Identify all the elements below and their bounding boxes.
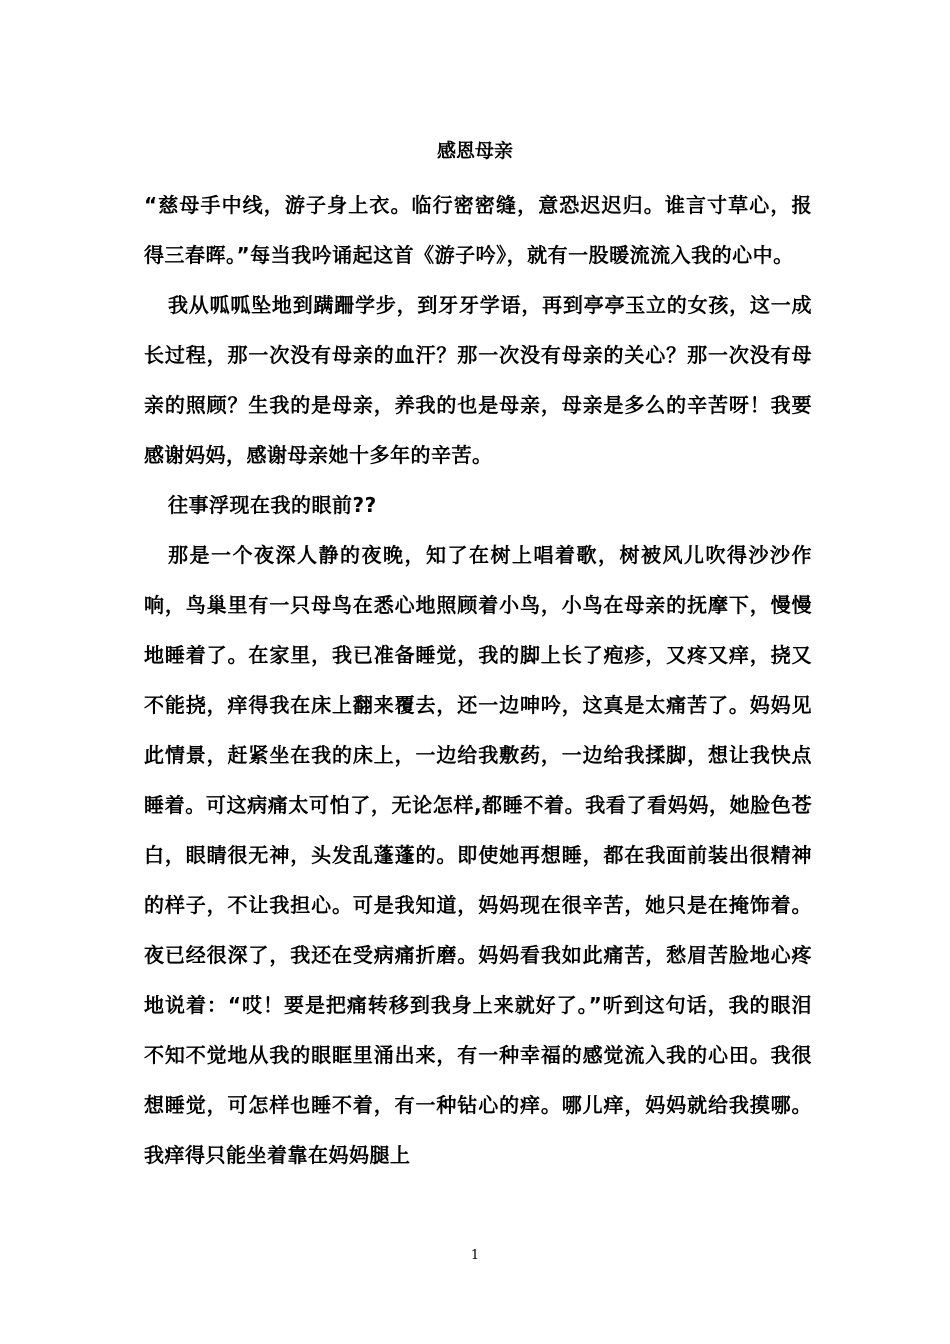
page-number: 1 xyxy=(470,1248,480,1263)
paragraph-2: 我从呱呱坠地到蹒跚学步，到牙牙学语，再到亭亭玉立的女孩，这一成长过程，那一次没有母亲的血汗？那一次没有母亲的关心？那一次没有母亲的照顾？生我的是母亲，养我的也是母亲，母亲是多么的辛苦呀！我要感谢妈妈，感谢母亲她十多年的辛苦。 xyxy=(144,293,812,467)
paragraph-1: “慈母手中线，游子身上衣。临行密密缝，意恐迟迟归。谁言寸草心，报得三春晖。”每当我吟诵起这首《游子吟》，就有一股暖流流入我的心中。 xyxy=(144,193,812,267)
document-title: 感恩母亲 xyxy=(436,140,513,162)
paragraph-4: 那是一个夜深人静的夜晚，知了在树上唱着歌，树被风儿吹得沙沙作响，鸟巢里有一只母鸟在悉心地照顾着小鸟，小鸟在母亲的抚摩下，慢慢地睡着了。在家里，我已准备睡觉，我的脚上长了疱疹，又疼又痒，挠又不能挠，痒得我在床上翻来覆去，还一边呻吟，这真是太痛苦了。妈妈见此情景，赶紧坐在我的床上，一边给我敷药，一边给我揉脚，想让我快点睡着。可这病痛太可怕了，无论怎样,都睡不着。我看了看妈妈，她脸色苍白，眼睛很无神，头发乱蓬蓬的。即使她再想睡，都在我面前装出很精神的样子，不让我担心。可是我知道，妈妈现在很辛苦，她只是在掩饰着。夜已经很深了，我还在受病痛折磨。妈妈看我如此痛苦，愁眉苦脸地心疼地说着：“哎！要是把痛转移到我身上来就好了。”听到这句话，我的眼泪不知不觉地从我的眼眶里涌出来，有一种幸福的感觉流入我的心田。我很想睡觉，可怎样也睡不着，有一种钻心的痒。哪儿痒，妈妈就给我摸哪。我痒得只能坐着靠在妈妈腿上 xyxy=(144,543,812,1167)
document-body xyxy=(144,180,812,1180)
paragraph-3: 往事浮现在我的眼前?? xyxy=(168,493,377,517)
